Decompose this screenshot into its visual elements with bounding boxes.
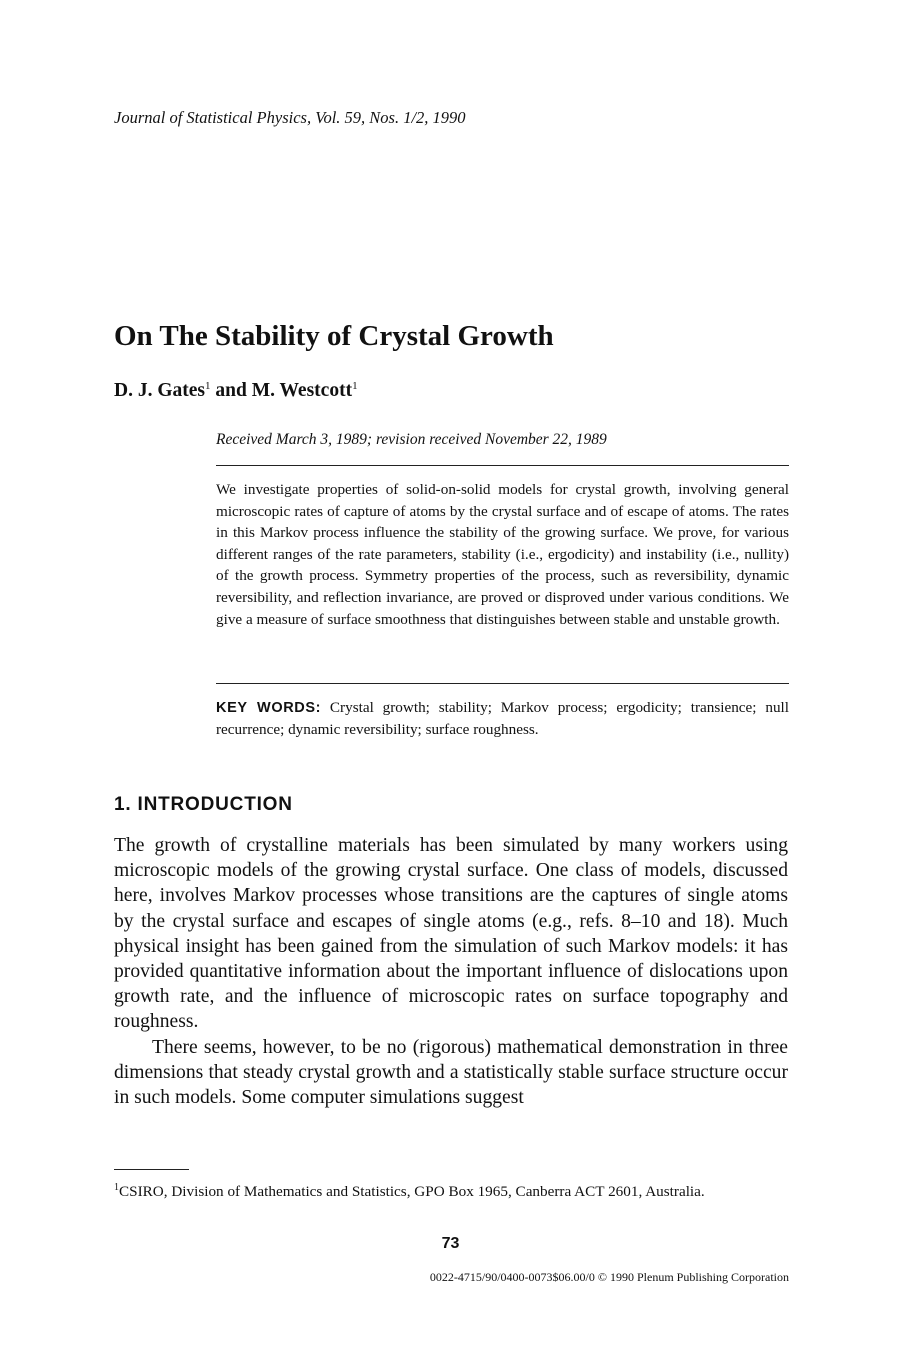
footnote: [114, 1181, 790, 1203]
affiliation-mark: 1: [352, 380, 358, 392]
abstract-top-rule: [216, 465, 789, 466]
footnote-text: CSIRO, Division of Mathematics and Statistics, GPO Box 1965, Canberra ACT 2601, Australia.: [119, 1183, 705, 1200]
journal-citation: Journal of Statistical Physics, Vol. 59, Nos. 1/2, 1990: [114, 108, 466, 127]
abstract: We investigate properties of solid-on-solid models for crystal growth, involving general microscopic rates of capture of atoms by the crystal surface and of escape of atoms. The rates in this Markov process influence the stability of the growing surface. We prove, for various different ranges of the rate parameters, stability (i.e., ergodicity) and instability (i.e., nullity) of the growth process. Symmetry properties of the process, such as reversibility, dynamic reversibility, and reflection invariance, are proved or disproved under various conditions. We give a measure of surface smoothness that distinguishes between stable and unstable growth.: [216, 481, 789, 628]
author-joiner: and: [215, 380, 247, 401]
author-name: M. Westcott: [251, 380, 353, 401]
body-paragraph: There seems, however, to be no (rigorous) mathematical demonstration in three dimensions that steady crystal growth and a statistically stable surface structure occur in such models. Some computer simulations suggest: [114, 1036, 788, 1109]
author-name: D. J. Gates: [114, 380, 205, 401]
keywords-label: KEY WORDS:: [216, 700, 322, 716]
copyright-line: 0022-4715/90/0400-0073$06.00/0 © 1990 Plenum Publishing Corporation: [429, 1270, 789, 1284]
affiliation-mark: 1: [205, 380, 211, 392]
abstract-bottom-rule: [216, 683, 789, 684]
keywords-text: Crystal growth; stability; Markov process; ergodicity; transience; null recurrence; dynamic reversibility; surface roughness.: [216, 699, 789, 738]
received-dates: Received March 3, 1989; revision received November 22, 1989: [216, 431, 607, 448]
body-paragraph: The growth of crystalline materials has been simulated by many workers using microscopic models of the growing crystal surface. One class of models, discussed here, involves Markov processes whose transitions are the captures of single atoms by the crystal surface and escapes of single atoms (e.g., refs. 8–10 and 18). Much physical insight has been gained from the simulation of such Markov models: it has provided quantitative information about the important influence of dislocations upon growth rate, and the influence of microscopic rates on surface topography and roughness.: [114, 835, 788, 1033]
page-number: 73: [441, 1235, 460, 1252]
author-list: [114, 380, 814, 402]
footnote-rule: [114, 1169, 189, 1170]
paper-title: On The Stability of Crystal Growth: [114, 320, 554, 352]
keywords: [216, 697, 789, 741]
section-body: [114, 833, 788, 1110]
footnote-mark: 1: [114, 1182, 119, 1193]
section-heading: 1. INTRODUCTION: [114, 794, 293, 815]
